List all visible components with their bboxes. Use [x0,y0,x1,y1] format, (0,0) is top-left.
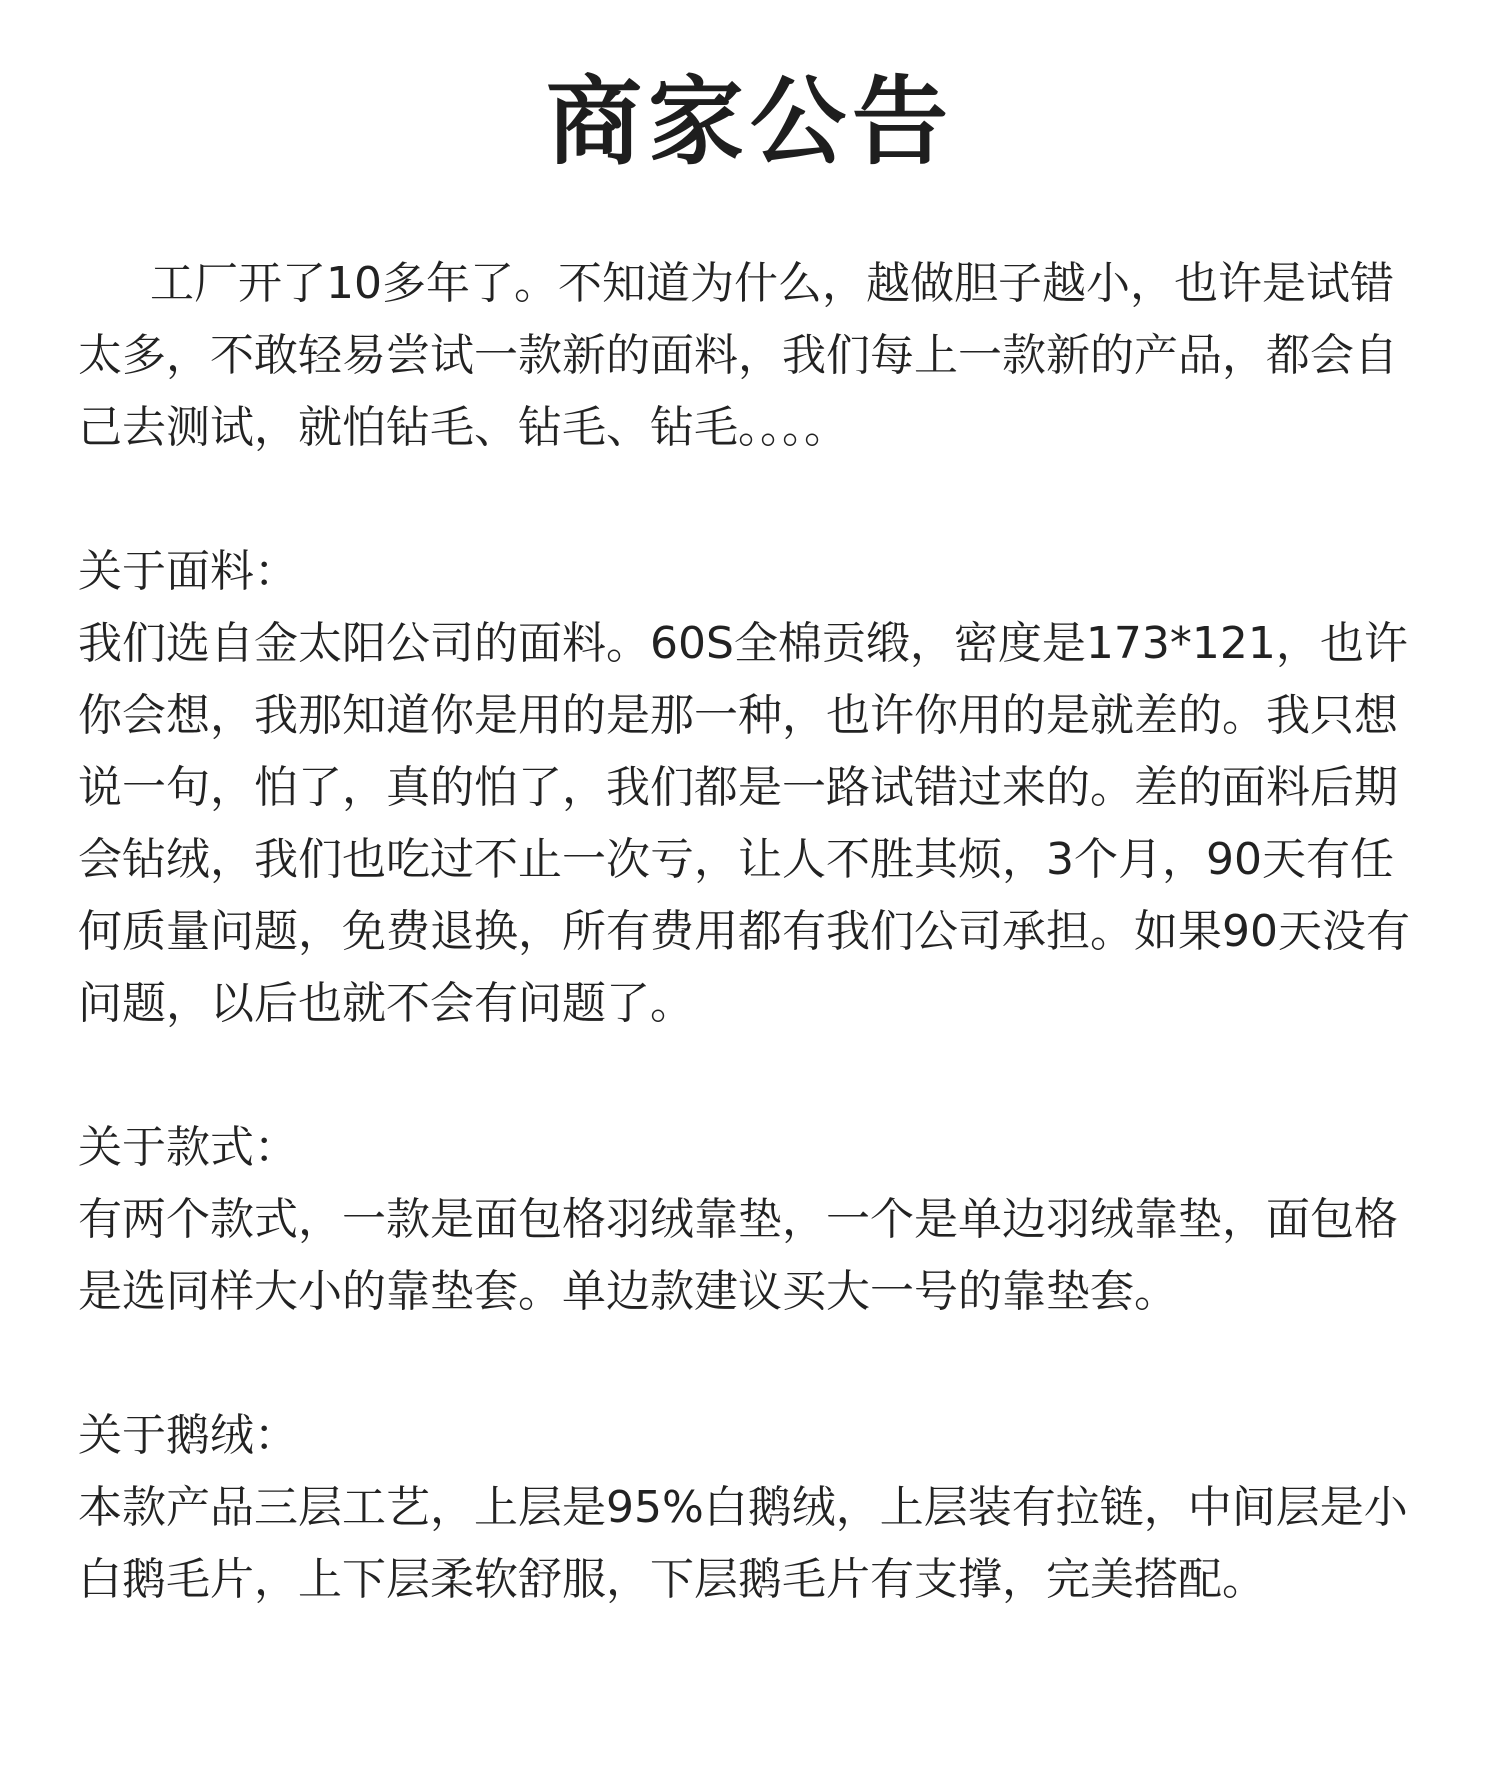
section-fabric [78,536,1418,1040]
section-heading-fabric: 关于面料： [78,546,298,597]
section-down [78,1400,1418,1616]
section-style [78,1112,1418,1328]
notice-body [78,248,1418,1616]
section-spacer [78,464,1418,536]
section-spacer [78,1328,1418,1400]
section-heading-style: 关于款式： [78,1122,298,1173]
page-title: 商家公告 [546,66,954,178]
section-spacer [78,1040,1418,1112]
intro-paragraph: 工厂开了10多年了。不知道为什么，越做胆子越小，也许是试错太多，不敢轻易尝试一款新的面料，我们每上一款新的产品，都会自己去测试，就怕钻毛、钻毛、钻毛。。。。 [78,258,1398,453]
section-text-fabric: 我们选自金太阳公司的面料。60S全棉贡缎，密度是173*121，也许你会想，我那知道你是用的是那一种，也许你用的是就差的。我只想说一句，怕了，真的怕了，我们都是一路试错过来的。差的面料后期会钻绒，我们也吃过不止一次亏，让人不胜其烦，3个月，90天有任何质量问题，免费退换，所有费用都有我们公司承担。如果90天没有问题，以后也就不会有问题了。 [78,618,1410,1029]
section-heading-down: 关于鹅绒： [78,1410,298,1461]
section-text-down: 本款产品三层工艺，上层是95%白鹅绒，上层装有拉链，中间层是小白鹅毛片，上下层柔软舒服，下层鹅毛片有支撑，完美搭配。 [78,1482,1408,1605]
section-text-style: 有两个款式，一款是面包格羽绒靠垫，一个是单边羽绒靠垫，面包格是选同样大小的靠垫套。单边款建议买大一号的靠垫套。 [78,1194,1398,1317]
